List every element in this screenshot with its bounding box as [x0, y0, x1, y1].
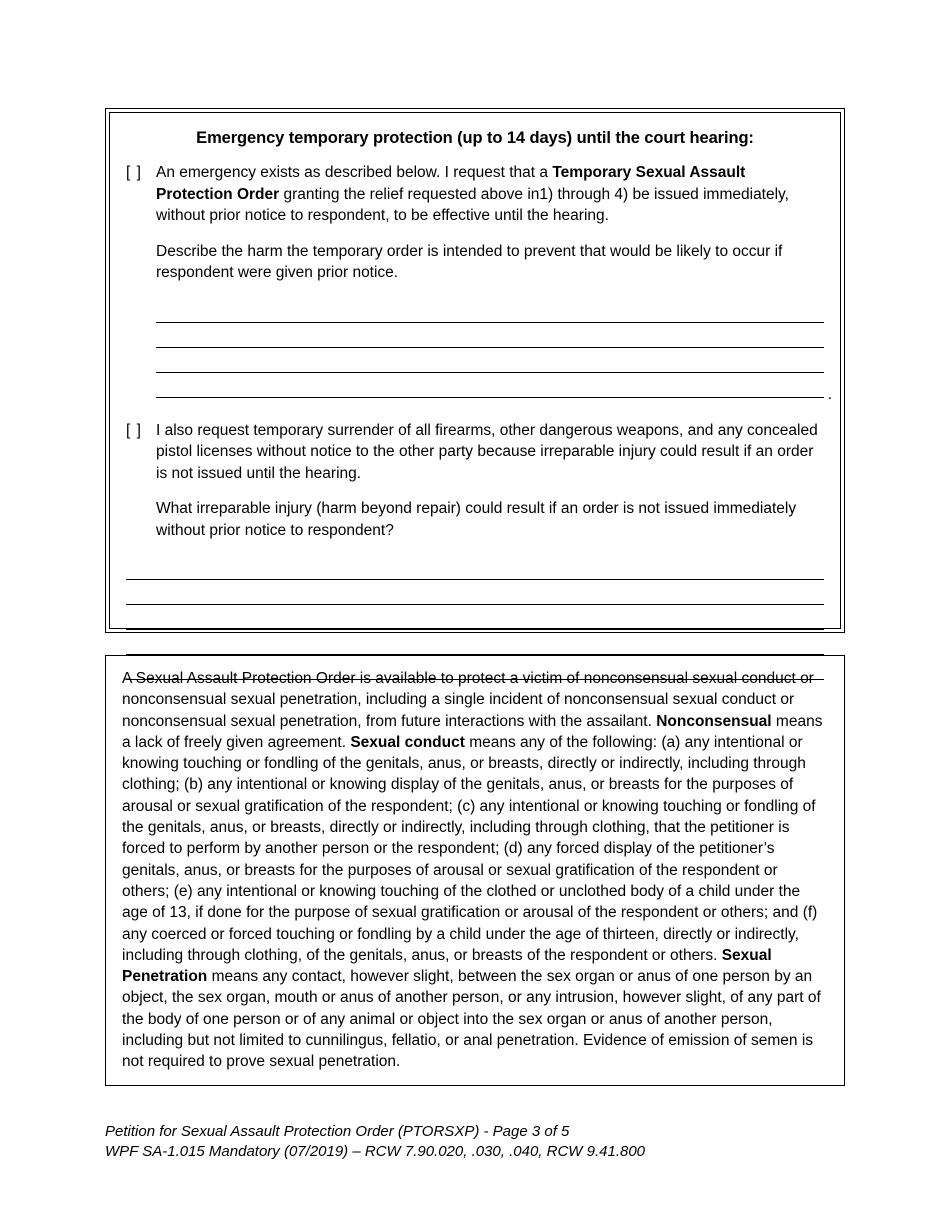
write-line[interactable]: [126, 580, 824, 605]
write-line[interactable]: [126, 605, 824, 630]
checkbox-emergency-order[interactable]: [ ]: [126, 164, 142, 181]
emergency-item-1-prompt: Describe the harm the temporary order is intended to prevent that would be likely to occur if respondent were given prior notice.: [156, 242, 783, 281]
write-line[interactable]: [126, 555, 824, 580]
emergency-item-1-part1: An emergency exists as described below: [156, 164, 437, 181]
emergency-item-1-write-lines: [126, 298, 824, 398]
emergency-item-1: [126, 162, 824, 227]
emergency-box-title: Emergency temporary protection (up to 14 days) until the court hearing:: [196, 129, 754, 147]
emergency-item-1-part2: . I request that a: [436, 164, 553, 181]
write-line[interactable]: [126, 630, 824, 655]
footer-line-2: WPF SA-1.015 Mandatory (07/2019) – RCW 7.90.020, .030, .040, RCW 9.41.800: [105, 1142, 646, 1160]
definition-bold-sexual-penetration: Sexual Penetration: [122, 946, 772, 986]
definition-box: [105, 655, 845, 1086]
page-footer: [105, 1122, 845, 1162]
emergency-protection-box: [105, 108, 845, 633]
definition-seg1: A Sexual Assault Protection Order is available to protect a victim of nonconsensual sexual conduct or nonconsensual sexual penetration, including a single incident of nonconsensual sexual conduct or nonconsensual sexual penetration, from future interactions with the assailant.: [122, 670, 814, 730]
definition-seg3: means any of the following: (a) any intentional or knowing touching or fondling of the genitals, anus, or breasts, directly or indirectly, including through clothing; (b) any intentional or knowing display of the genitals, anus, or breasts for the purposes of arousal or sexual gratification of the respondent; (c) any intentional or knowing touching or fondling of the genitals, anus, or breasts, directly or indirectly, including through clothing, that the petitioner is forced to perform by another person or the respondent; (d) any forced display of the petitioner’s genitals, anus, or breasts for the purposes of arousal or sexual gratification of the respondent or others; (e) any intentional or knowing touching of the clothed or unclothed body of a child under the age of 13, if done for the purpose of sexual gratification or arousal of the respondent or others; and (f) any coerced or forced touching or fondling by a child under the age of thirteen, directly or indirectly, including through clothing, of the genitals, anus, or breasts of the respondent or others.: [122, 733, 818, 964]
emergency-item-2-text: I also request temporary surrender of all firearms, other dangerous weapons, and any concealed pistol licenses without notice to the other party because irreparable injury could result if an order is not issued until the hearing.: [156, 421, 818, 482]
write-line[interactable]: [156, 298, 824, 323]
definition-text: [122, 668, 828, 1073]
definition-bold-sexual-conduct: Sexual conduct: [350, 733, 465, 751]
write-line[interactable]: [156, 323, 824, 348]
emergency-item-2: [126, 420, 824, 485]
checkbox-firearm-surrender[interactable]: [ ]: [126, 421, 142, 439]
emergency-item-1-bold: Temporary Sexual Assault Protection Order: [156, 164, 746, 203]
definition-seg4: means any contact, however slight, between the sex organ or anus of one person by an object, the sex organ, mouth or anus of another person, or any intrusion, however slight, of any part of the body of one person or of any animal or object into the sex organ or anus of another person, including but not limited to cunnilingus, fellatio, or anal penetration. Evidence of emission of semen is not required to prove sexual penetration.: [122, 968, 821, 1071]
write-line[interactable]: [156, 373, 824, 398]
footer-line-1: Petition for Sexual Assault Protection Order (PTORSXP) - Page 3 of 5: [105, 1122, 570, 1140]
write-line[interactable]: [156, 348, 824, 373]
emergency-item-1-part3: granting the relief requested above in1) through 4) be issued immediately, without prior notice to respondent, to be effective until the hearing.: [156, 185, 789, 224]
definition-bold-nonconsensual: Nonconsensual: [656, 712, 772, 730]
emergency-protection-box-inner: [109, 112, 841, 629]
emergency-item-1-text: [156, 162, 824, 227]
emergency-item-2-prompt: What irreparable injury (harm beyond repair) could result if an order is not issued immediately without prior notice to respondent?: [156, 500, 797, 539]
definition-seg2: means a lack of freely given agreement.: [122, 712, 823, 751]
